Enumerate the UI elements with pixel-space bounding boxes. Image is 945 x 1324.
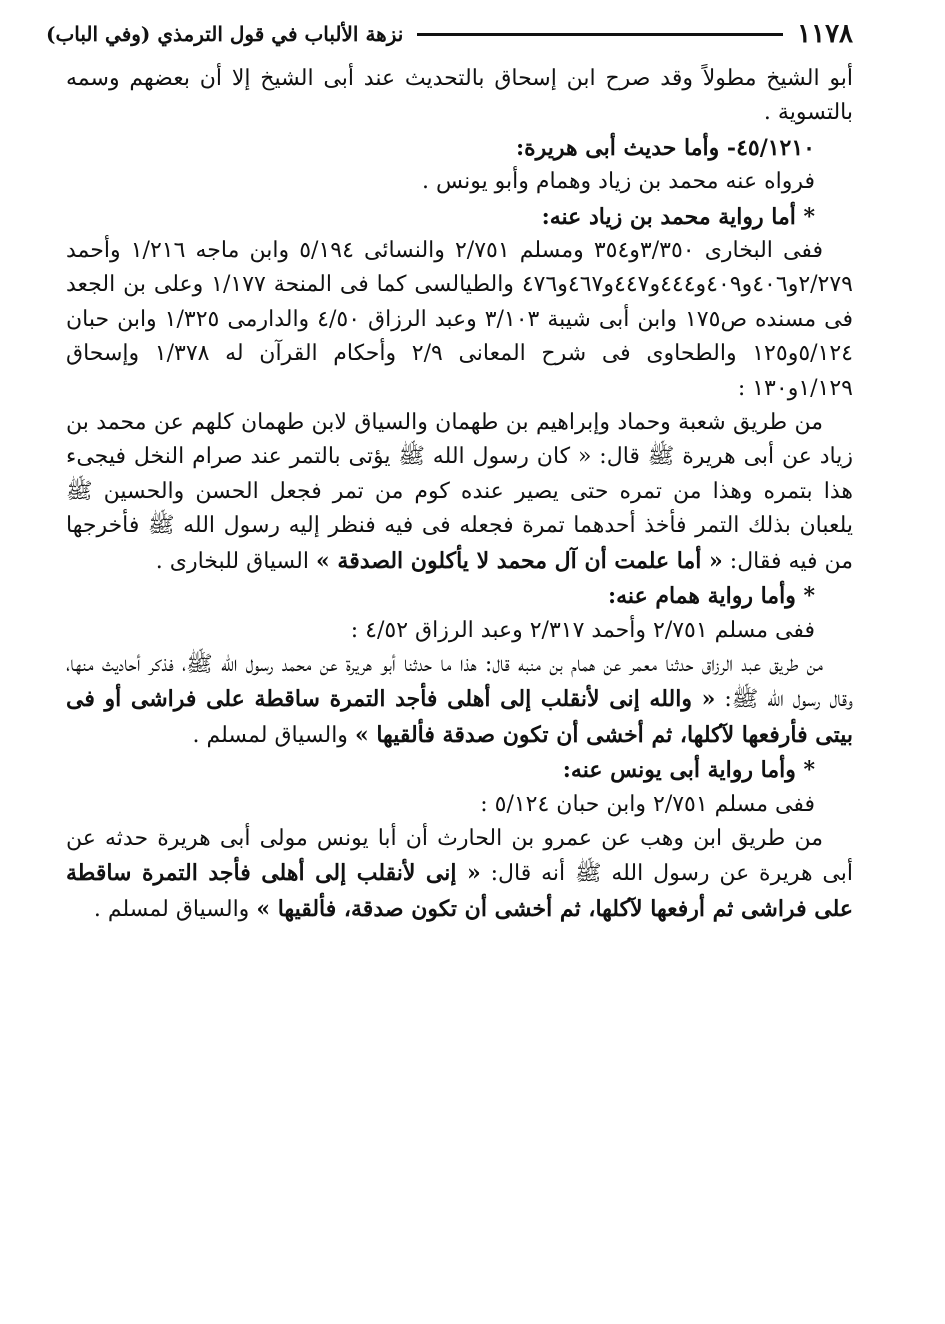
paragraph-text: والسياق لمسلم . (192, 722, 348, 748)
paragraph-text: من طريق ابن وهب عن عمرو بن الحارث أن أبا يونس مولى أبى هريرة حدثه عن أبى هريرة عن رسول الله ﷺ أنه قال: (66, 825, 854, 887)
page-header (46, 14, 853, 54)
hadith-quote: « والله إنى لأنقلب إلى أهلى فأجد التمرة ساقطة على فراشى أو فى بيتى فأرفعها لآكلها، ثم أخشى أن تكون صدقة فألقيها » (66, 686, 853, 748)
section-heading: * أما رواية محمد بن زياد عنه: (541, 203, 815, 230)
hadith-quote: « أما علمت أن آل محمد لا يأكلون الصدقة » (315, 547, 723, 574)
page-number: ١١٧٨ (797, 19, 853, 49)
paragraph: فرواه عنه محمد بن زياد وهمام وأبو يونس . (422, 169, 815, 195)
paragraph (66, 822, 853, 927)
running-title: نزهة الألباب في قول الترمذي (وفي الباب) (46, 22, 404, 46)
page-body (66, 62, 853, 927)
section-heading: * وأما رواية همام عنه: (608, 583, 815, 610)
paragraph: ففى البخارى ٣/٣٥٠و٣٥٤ ومسلم ٢/٧٥١ والنسائى ٥/١٩٤ وابن ماجه ١/٢١٦ وأحمد ٢/٢٧٩و٤٠٦و٤٠٩و٤٤٤و٤٤٧و٤٦٧و٤٧٦ والطيالسى كما فى المنحة ١/١٧٧ وعلى بن الجعد فى مسنده ص١٧٥ وابن أبى شيبة ٣/١٠٣ وعبد الرزاق ٤/٥٠ والدارمى ١/٣٢٥ وابن حبان ٥/١٢٤و١٢٥ والطحاوى فى شرح المعانى ٢/٩ وأحكام القرآن له ١/٣٧٨ وإسحاق ١/١٢٩و١٣٠ : (66, 238, 853, 401)
paragraph-text: والسياق لمسلم . (93, 896, 250, 922)
paragraph: ففى مسلم ٢/٧٥١ وابن حبان ٥/١٢٤ : (480, 791, 815, 817)
paragraph: ففى مسلم ٢/٧٥١ وأحمد ٢/٣١٧ وعبد الرزاق ٤/٥٢ : (350, 617, 815, 643)
paragraph-text: من طريق عبد الرزاق حدثنا معمر عن همام بن منبه قال: هذا ما حدثنا أبو هريرة عن محمد رسول الله ﷺ، فذكر أحاديث منها، وقال رسول الله ﷺ: (66, 651, 854, 713)
paragraph (66, 648, 853, 753)
paragraph: أبو الشيخ مطولاً وقد صرح ابن إسحاق بالتحديث عند أبى الشيخ إلا أن بعضهم وسمه بالتسوية . (66, 66, 853, 126)
section-heading: ٤٥/١٢١٠- وأما حديث أبى هريرة: (515, 134, 815, 161)
hadith-quote: « إنى لأنقلب إلى أهلى فأجد التمرة ساقطة على فراشى ثم أرفعها لآكلها، ثم أخشى أن تكون صدقة، فألقيها » (66, 860, 853, 922)
paragraph-text: السياق للبخارى . (155, 548, 309, 574)
section-heading: * وأما رواية أبى يونس عنه: (562, 757, 815, 784)
paragraph-text: من طريق شعبة وحماد وإبراهيم بن طهمان والسياق لابن طهمان كلهم عن محمد بن زياد عن أبى هريرة ﷺ قال: « كان رسول الله ﷺ يؤتى بالتمر عند صرام النخل فيجىء هذا بتمره وهذا من تمره حتى يصير عنده كوم من تمر فجعل الحسن والحسين ﷺ يلعبان بذلك التمر فأخذ أحدهما تمرة فجعله فى فيه فنظر إليه رسول الله ﷺ فأخرجها من فيه فقال: (66, 410, 853, 574)
paragraph (66, 406, 853, 579)
header-rule (417, 33, 783, 36)
